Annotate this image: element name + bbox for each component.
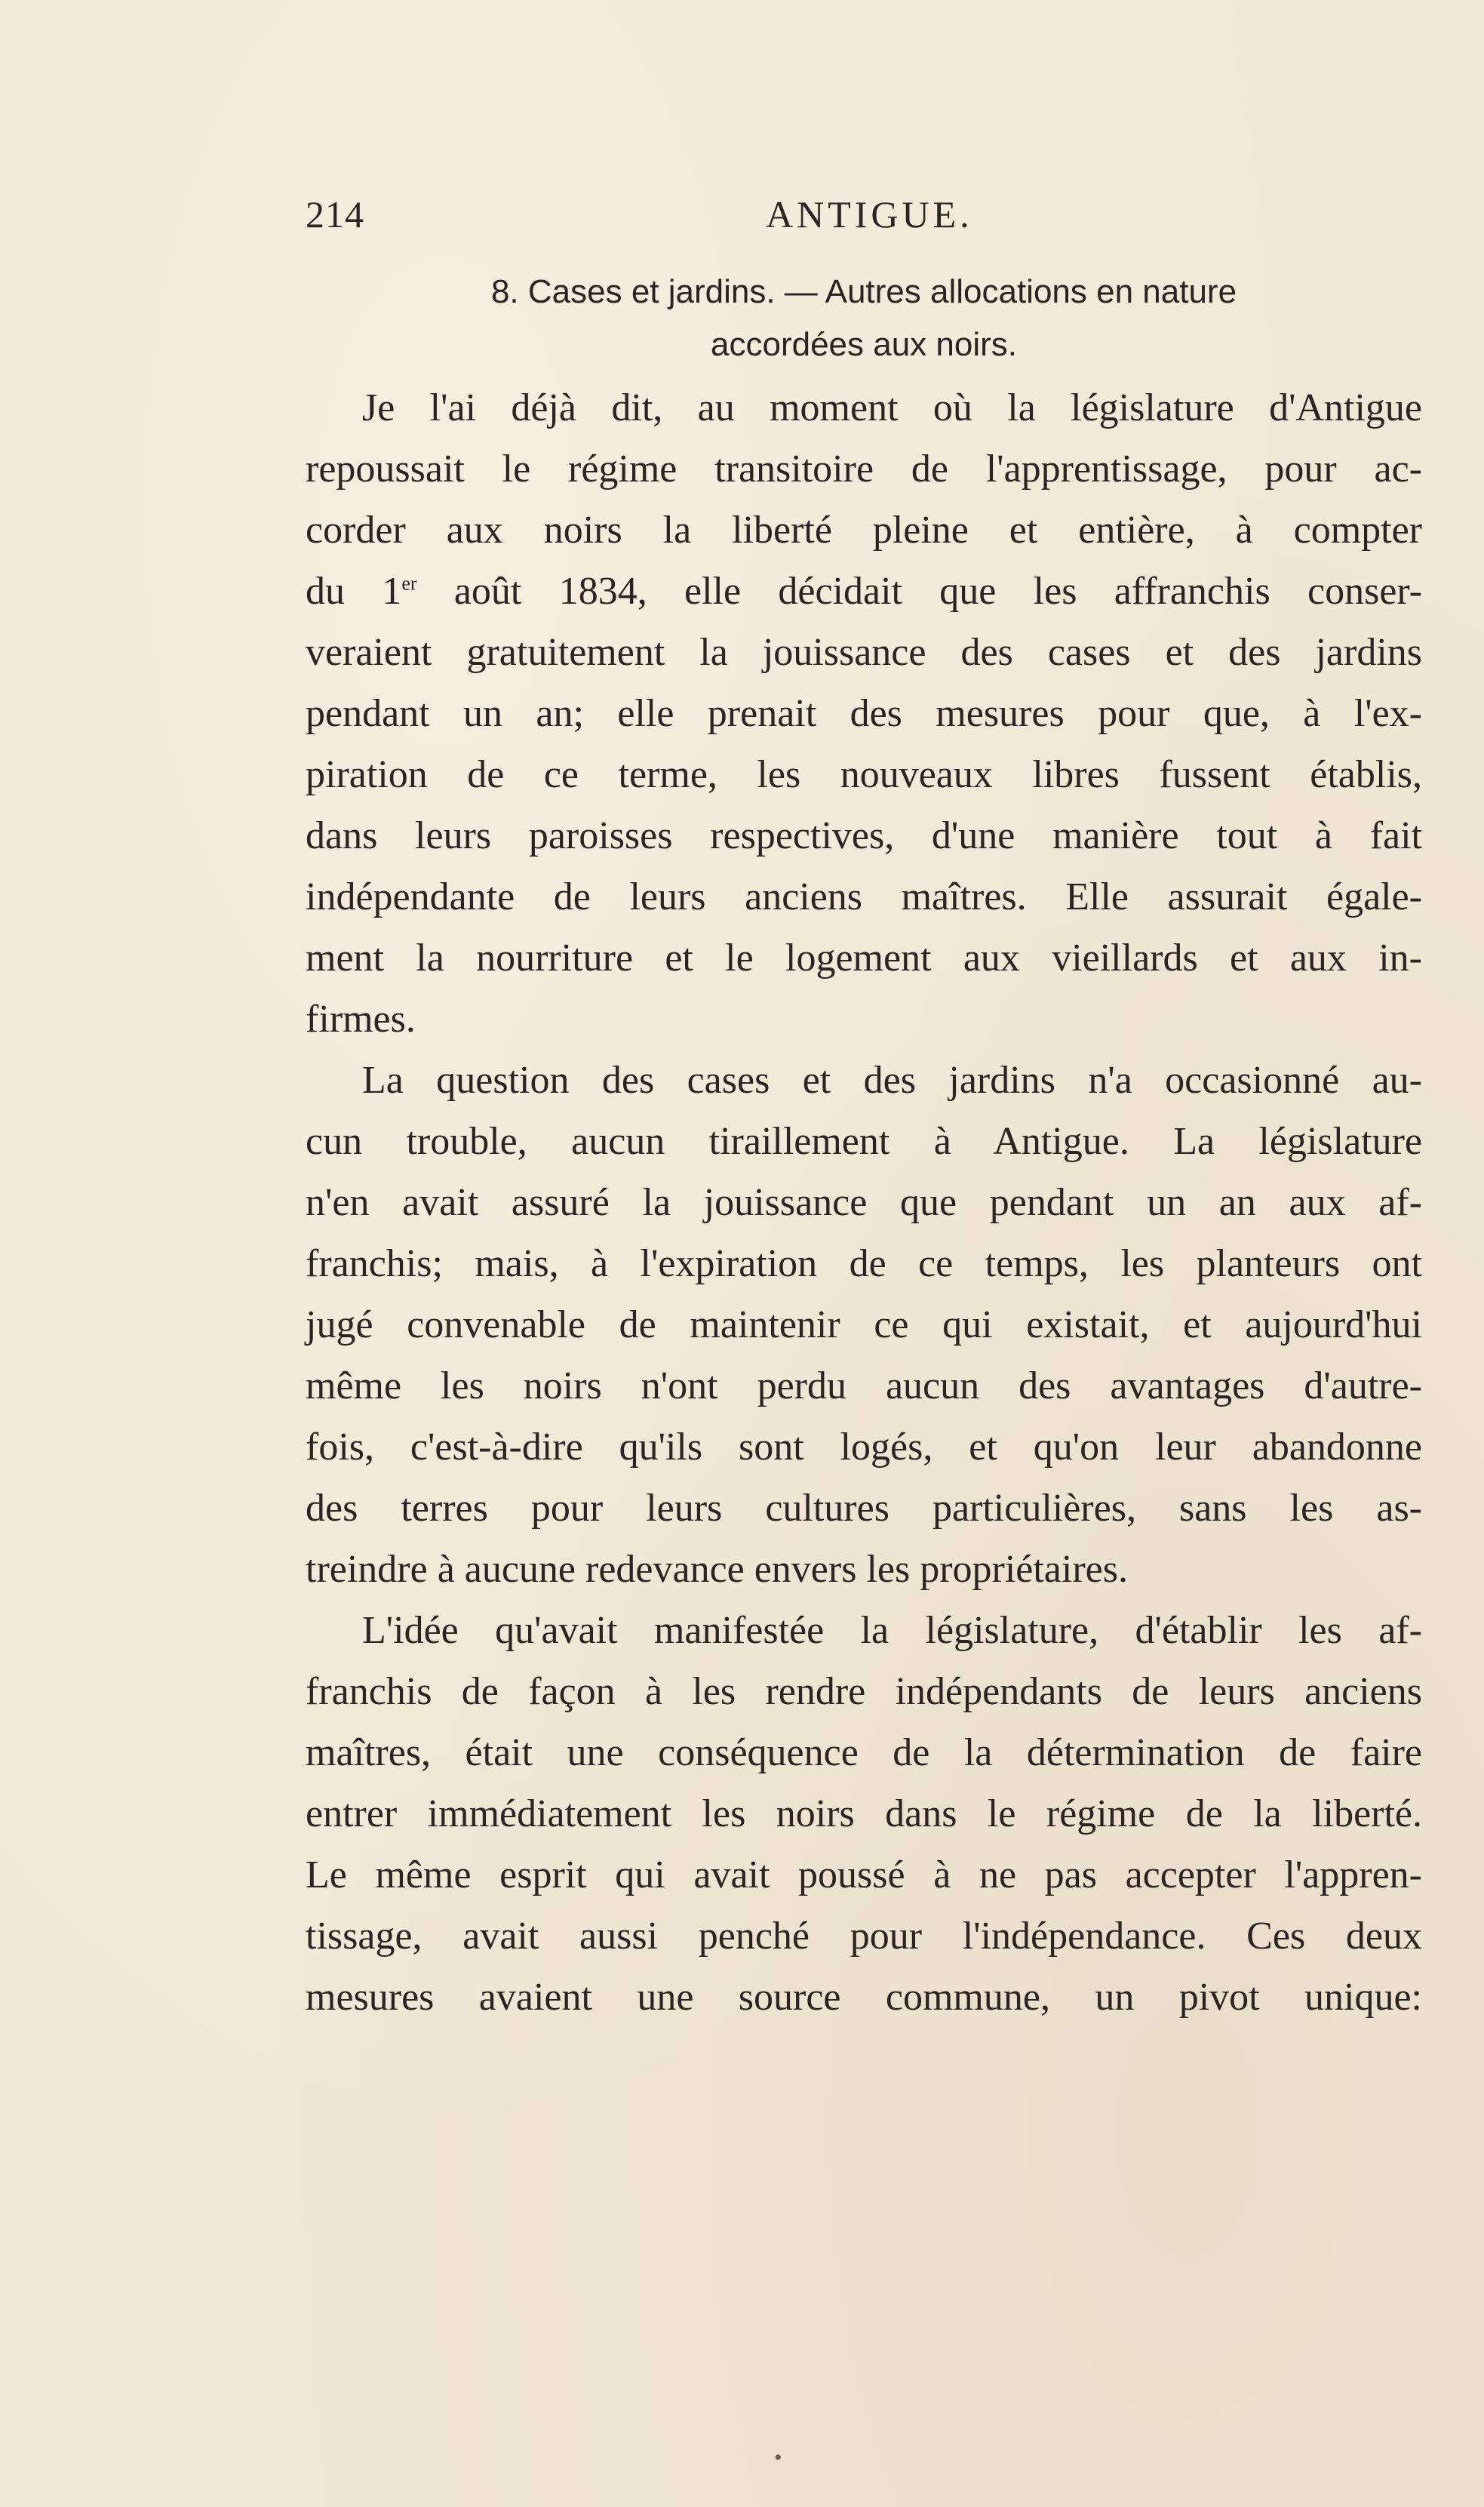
- running-title: ANTIGUE.: [766, 193, 973, 235]
- body-text: [306, 377, 1422, 2028]
- text-line: maîtres, était une conséquence de la détermination de faire: [306, 1731, 1422, 1774]
- text-fragment: du 1: [306, 570, 402, 613]
- page-mark: •: [774, 2445, 782, 2470]
- text-line: dans leurs paroisses respectives, d'une manière tout à fait: [306, 814, 1422, 857]
- text-line: franchis de façon à les rendre indépendants de leurs anciens: [306, 1670, 1422, 1713]
- text-line: L'idée qu'avait manifestée la législature, d'établir les af-: [362, 1609, 1422, 1652]
- text-line: repoussait le régime transitoire de l'apprentissage, pour ac-: [306, 448, 1422, 491]
- running-head: [306, 192, 1437, 245]
- section-heading-line: accordées aux noirs.: [711, 326, 1017, 363]
- superscript: er: [401, 572, 417, 595]
- section-heading-line: 8. Cases et jardins. — Autres allocations en nature: [490, 273, 1237, 310]
- text-line: cun trouble, aucun tiraillement à Antigue. La législature: [306, 1120, 1422, 1163]
- text-line: Le même esprit qui avait poussé à ne pas accepter l'appren-: [306, 1853, 1422, 1896]
- section-heading: [306, 266, 1422, 371]
- text-fragment: août 1834, elle décidait que les affranchis conser-: [416, 570, 1423, 613]
- page-number: 214: [306, 193, 364, 235]
- text-line: piration de ce terme, les nouveaux libres fussent établis,: [306, 753, 1422, 796]
- text-line: firmes.: [306, 998, 416, 1041]
- text-line: [306, 561, 1422, 622]
- text-line: jugé convenable de maintenir ce qui existait, et aujourd'hui: [306, 1303, 1422, 1346]
- text-line: entrer immédiatement les noirs dans le régime de la liberté.: [306, 1792, 1422, 1835]
- text-line: veraient gratuitement la jouissance des cases et des jardins: [306, 631, 1422, 674]
- text-line: corder aux noirs la liberté pleine et entière, à compter: [306, 509, 1422, 552]
- text-line: des terres pour leurs cultures particulières, sans les as-: [306, 1487, 1422, 1530]
- text-line: même les noirs n'ont perdu aucun des avantages d'autre-: [306, 1364, 1422, 1407]
- text-line: fois, c'est-à-dire qu'ils sont logés, et qu'on leur abandonne: [306, 1426, 1422, 1469]
- text-line: pendant un an; elle prenait des mesures pour que, à l'ex-: [306, 692, 1422, 735]
- text-line: La question des cases et des jardins n'a occasionné au-: [362, 1059, 1422, 1102]
- text-line: n'en avait assuré la jouissance que pendant un an aux af-: [306, 1181, 1422, 1224]
- text-line: mesures avaient une source commune, un pivot unique:: [306, 1976, 1422, 2019]
- text-line: franchis; mais, à l'expiration de ce temps, les planteurs ont: [306, 1242, 1422, 1285]
- text-line: indépendante de leurs anciens maîtres. Elle assurait égale-: [306, 875, 1422, 918]
- text-line: ment la nourriture et le logement aux vieillards et aux in-: [306, 937, 1422, 980]
- text-line: treindre à aucune redevance envers les propriétaires.: [306, 1548, 1128, 1591]
- text-line: tissage, avait aussi penché pour l'indépendance. Ces deux: [306, 1915, 1422, 1958]
- text-line: Je l'ai déjà dit, au moment où la législature d'Antigue: [362, 386, 1422, 429]
